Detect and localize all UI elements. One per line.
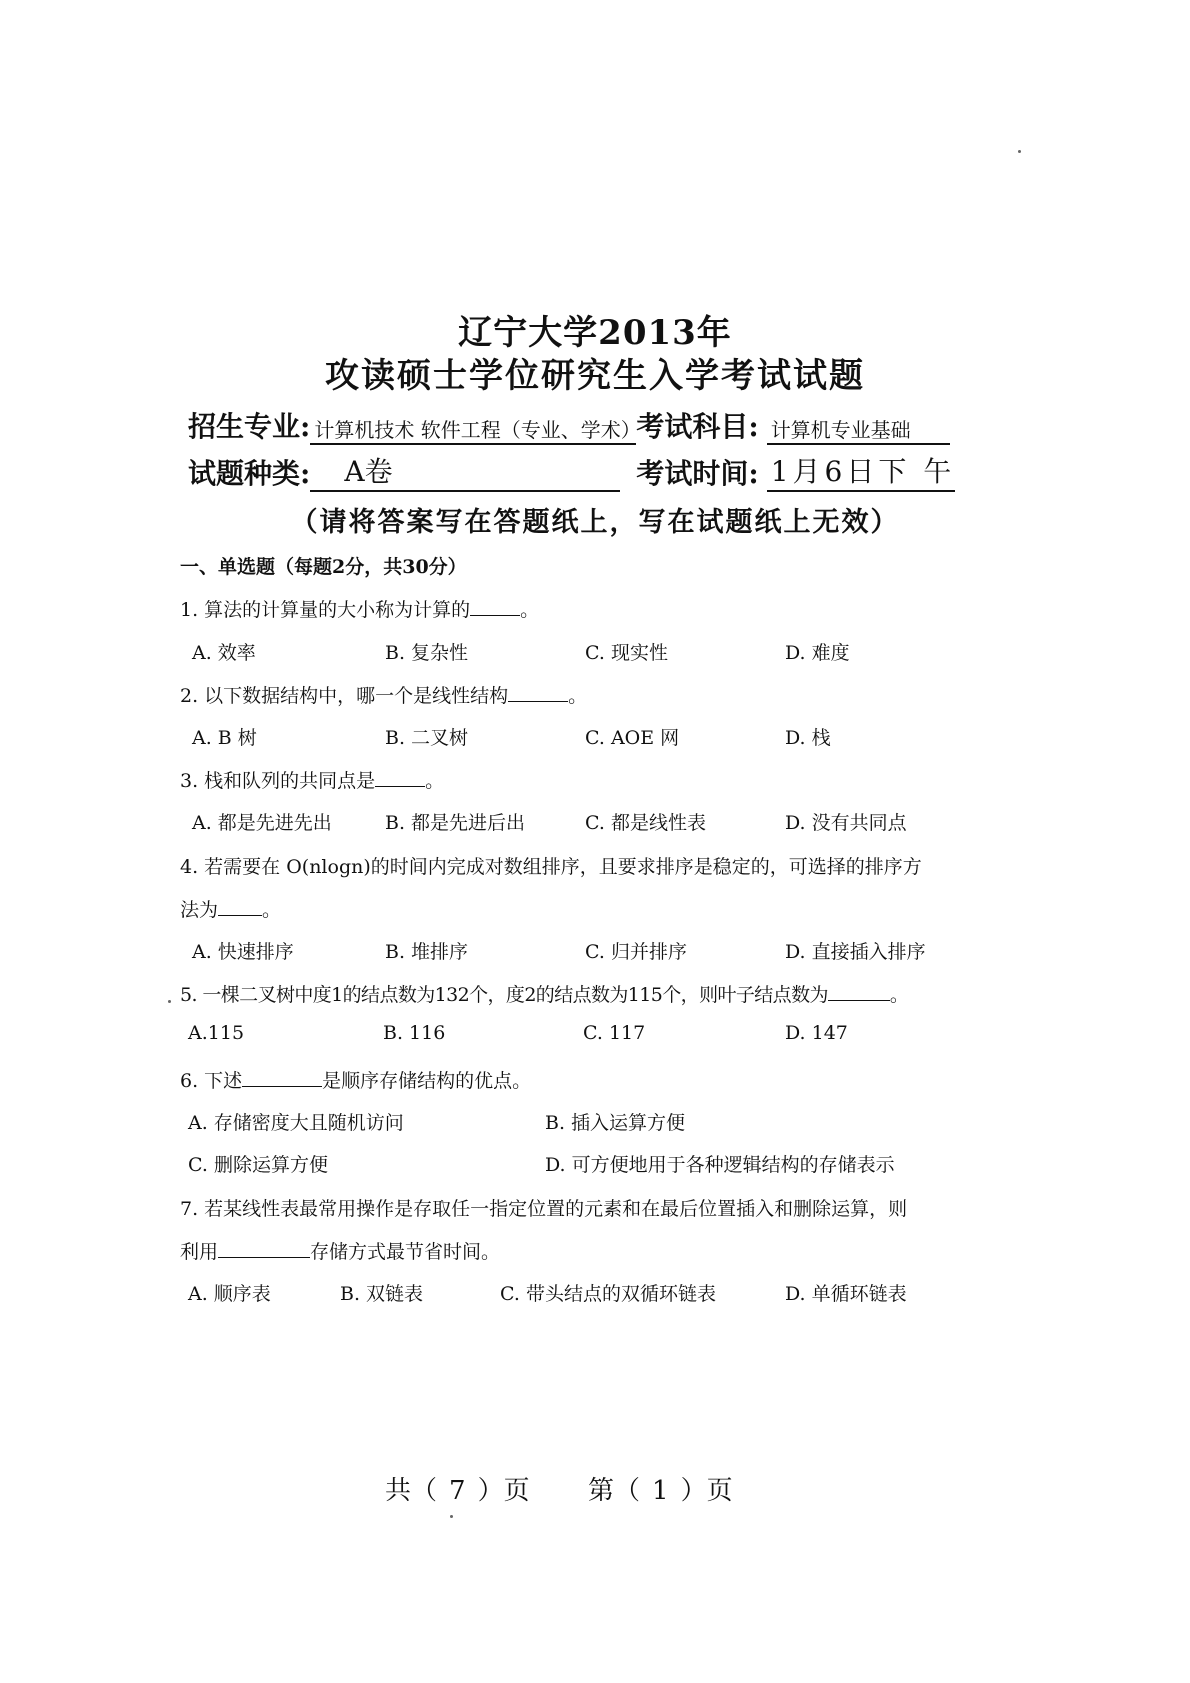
question-7-option-d: D. 单循环链表	[785, 1283, 907, 1305]
question-7-stem-line1: 7. 若某线性表最常用操作是存取任一指定位置的元素和在最后位置插入和删除运算，则	[180, 1198, 908, 1220]
major-value: 计算机技术 软件工程（专业、学术）	[310, 414, 636, 445]
question-5-option-b: B. 116	[383, 1022, 446, 1044]
paper-type-value: A卷	[310, 450, 620, 492]
question-3-option-b: B. 都是先进后出	[385, 812, 526, 834]
subject-value: 计算机专业基础	[767, 414, 950, 445]
question-4-stem-line2: 法为 。	[180, 899, 282, 921]
question-6-stem: 6. 下述 是顺序存储结构的优点。	[180, 1070, 532, 1092]
question-4-option-b: B. 堆排序	[385, 941, 469, 963]
scan-speck	[450, 1515, 453, 1518]
question-1-option-b: B. 复杂性	[385, 642, 469, 664]
total-pages: 共（ 7 ）页	[385, 1476, 530, 1506]
info-row-type-time	[188, 450, 955, 492]
question-1-option-a: A. 效率	[192, 642, 256, 664]
question-2-stem: 2. 以下数据结构中，哪一个是线性结构 。	[180, 685, 588, 707]
answer-blank	[375, 772, 425, 787]
question-5-option-a: A.115	[188, 1022, 245, 1044]
question-7-stem-line2: 利用 存储方式最节省时间。	[180, 1241, 501, 1263]
question-4-stem-line1: 4. 若需要在 O(nlogn)的时间内完成对数组排序，且要求排序是稳定的，可选择的排序方	[180, 856, 922, 878]
question-1-stem: 1. 算法的计算量的大小称为计算的 。	[180, 599, 540, 621]
question-6-option-d: D. 可方便地用于各种逻辑结构的存储表示	[545, 1154, 895, 1176]
question-4-option-c: C. 归并排序	[585, 941, 687, 963]
major-label: 招生专业:	[188, 410, 311, 443]
answer-notice: （请将答案写在答题纸上，写在试题纸上无效）	[290, 507, 900, 538]
exam-time-label: 考试时间:	[636, 457, 759, 490]
exam-title: 攻读硕士学位研究生入学考试试题	[325, 356, 865, 396]
question-3-option-a: A. 都是先进先出	[192, 812, 332, 834]
question-2-option-d: D. 栈	[785, 727, 831, 749]
question-4-option-a: A. 快速排序	[192, 941, 294, 963]
answer-blank	[242, 1072, 322, 1087]
current-page: 第（ 1 ）页	[588, 1476, 733, 1506]
question-7-option-a: A. 顺序表	[188, 1283, 271, 1305]
question-1-option-d: D. 难度	[785, 642, 850, 664]
question-5-stem: 5. 一棵二叉树中度1的结点数为132个，度2的结点数为115个，则叶子结点数为 。	[180, 984, 909, 1006]
scan-speck	[1018, 150, 1021, 153]
answer-blank	[218, 1243, 310, 1258]
question-6-option-a: A. 存储密度大且随机访问	[188, 1112, 404, 1134]
answer-blank	[828, 986, 890, 1001]
question-5-option-c: C. 117	[583, 1022, 646, 1044]
subject-label: 考试科目:	[636, 410, 759, 443]
question-3-option-d: D. 没有共同点	[785, 812, 907, 834]
question-5-option-d: D. 147	[785, 1022, 848, 1044]
section-title: 一、单选题（每题2分，共30分）	[180, 556, 467, 578]
question-2-option-a: A. B 树	[192, 727, 257, 749]
question-6-option-c: C. 删除运算方便	[188, 1154, 328, 1176]
question-6-option-b: B. 插入运算方便	[545, 1112, 686, 1134]
question-1-option-c: C. 现实性	[585, 642, 668, 664]
question-2-option-b: B. 二叉树	[385, 727, 469, 749]
question-2-option-c: C. AOE 网	[585, 727, 680, 749]
paper-type-label: 试题种类:	[188, 457, 311, 490]
question-3-option-c: C. 都是线性表	[585, 812, 706, 834]
question-7-option-b: B. 双链表	[340, 1283, 424, 1305]
scan-speck	[168, 1000, 171, 1003]
question-7-option-c: C. 带头结点的双循环链表	[500, 1283, 716, 1305]
info-row-major-subject	[188, 405, 950, 445]
answer-blank	[218, 901, 262, 916]
question-3-stem: 3. 栈和队列的共同点是 。	[180, 770, 445, 792]
answer-blank	[508, 687, 568, 702]
question-4-option-d: D. 直接插入排序	[785, 941, 926, 963]
answer-blank	[470, 601, 520, 616]
exam-time-value: 1月6日下 午	[767, 450, 955, 492]
exam-title-university-year: 辽宁大学2013年	[458, 313, 732, 353]
